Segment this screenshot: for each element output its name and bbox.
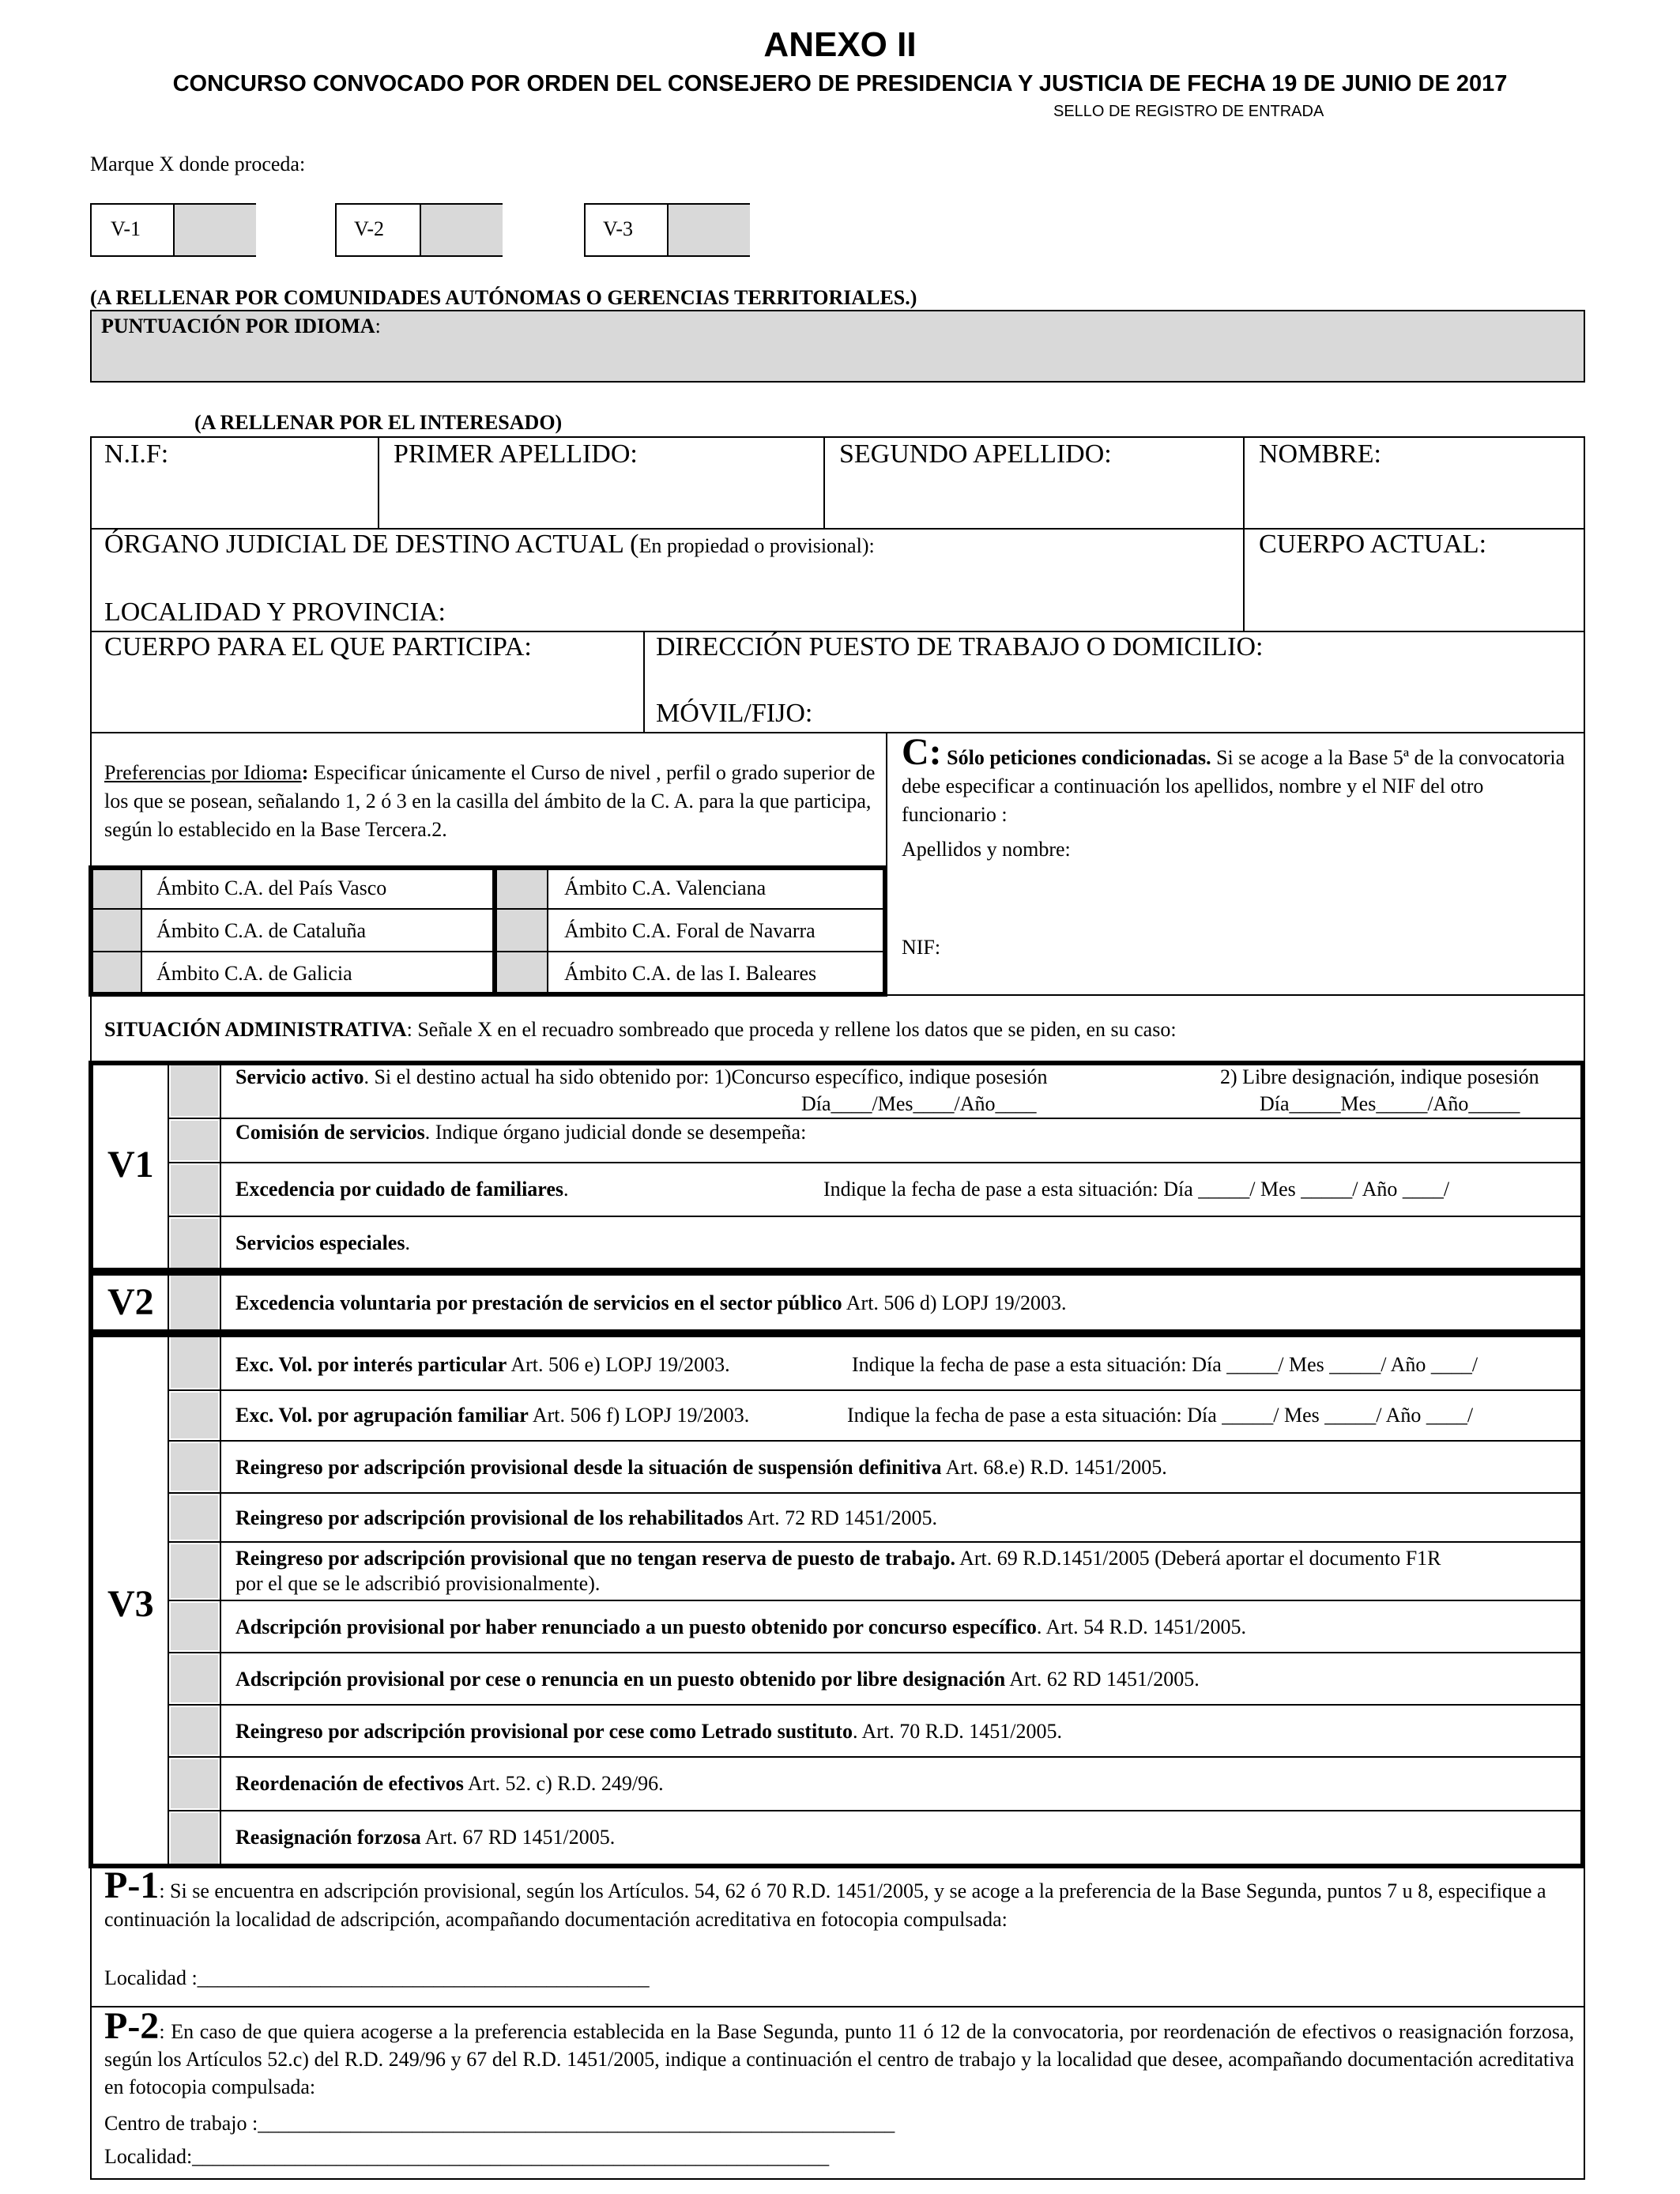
cuerpo-participa-label: CUERPO PARA EL QUE PARTICIPA:	[104, 632, 532, 662]
nombre-input[interactable]	[1259, 482, 1578, 523]
excedencia-familiares-checkbox[interactable]	[171, 1165, 218, 1214]
page-title: ANEXO II	[763, 25, 917, 64]
v1-label: V1	[107, 1144, 154, 1186]
organo-label: ÓRGANO JUDICIAL DE DESTINO ACTUAL (	[104, 530, 639, 559]
p1-localidad: Localidad :____________________________________________	[104, 1966, 650, 1989]
option-v3-checkbox[interactable]	[667, 205, 750, 255]
situacion-text	[104, 1018, 1177, 1042]
p1-letter: P-1	[104, 1864, 160, 1906]
option-v1-checkbox[interactable]	[173, 205, 256, 255]
condicionadas-letter: C:	[902, 731, 942, 773]
v2-checkbox[interactable]	[171, 1276, 218, 1329]
v3-row-6-checkbox[interactable]	[171, 1603, 218, 1650]
divider	[90, 908, 886, 910]
divider	[643, 631, 645, 733]
v3-row-9-checkbox[interactable]	[171, 1759, 218, 1808]
ambito-baleares-label: Ámbito C.A. de las I. Baleares	[564, 962, 817, 985]
v3-row-8-text	[235, 1720, 1062, 1744]
condicionadas-bold: Sólo peticiones condicionadas.	[941, 746, 1211, 769]
interesado-heading: (A RELLENAR POR EL INTERESADO)	[194, 411, 563, 434]
v2-bold: Excedencia voluntaria por prestación de servicios en el sector público	[235, 1291, 842, 1314]
option-v1-label: V-1	[111, 217, 141, 240]
v3-row-1-checkbox[interactable]	[171, 1337, 218, 1388]
v3-row-2-checkbox[interactable]	[171, 1393, 218, 1438]
v3-row-7-bold: Adscripción provisional por cese o renuncia en un puesto obtenido por libre designación	[235, 1668, 1006, 1691]
v3-row-5-desc: Art. 69 R.D.1451/2005 (Deberá aportar el documento F1R por el que se le adscribió provisionalmente).	[235, 1547, 1441, 1595]
divider	[168, 1064, 169, 1271]
v2-desc: Art. 506 d) LOPJ 19/2003.	[842, 1291, 1067, 1314]
v3-row-2-text	[235, 1404, 749, 1427]
ambito-cataluna-checkbox[interactable]	[93, 910, 141, 951]
idioma-pref-text: Especificar únicamente el Curso de nivel , perfil o grado superior de los que se posean, señalando 1, 2 ó 3 en la casilla del ámbito de la C. A. para la que participa, según lo establecido en la Base Tercera.2.	[104, 761, 876, 841]
v3-row-7-checkbox[interactable]	[171, 1655, 218, 1702]
v3-row-7-desc: Art. 62 RD 1451/2005.	[1005, 1668, 1200, 1691]
idioma-pref-colon: :	[301, 761, 309, 784]
puntuacion-idioma-label: PUNTUACIÓN POR IDIOMA	[101, 315, 375, 337]
option-v2[interactable]	[335, 203, 503, 257]
primer-apellido-input[interactable]	[394, 482, 819, 523]
cuerpo-participa-input[interactable]	[104, 672, 637, 729]
ambito-pais-vasco-label: Ámbito C.A. del País Vasco	[156, 876, 387, 899]
condicionadas-apellidos-input[interactable]	[902, 869, 1576, 934]
p2-desc: : En caso de que quiera acogerse a la preferencia establecida en la Base Segunda, punto 11 ó 12 de la convocatoria, por reordenación de efectivos o reasignación forzosa, según los Artículos 52.c) del R.D. 249/96 y 67 del R.D. 1451/2005, indique a continuación el centro de trabajo y la localidad que desee, acompañando documentación acreditativa en fotocopia compulsada:	[104, 2020, 1574, 2098]
ambito-navarra-checkbox[interactable]	[497, 910, 547, 951]
p2-localidad: Localidad:______________________________________________________________	[104, 2145, 830, 2168]
divider	[168, 1541, 1584, 1543]
divider	[547, 868, 548, 994]
v3-row-8-desc: . Art. 70 R.D. 1451/2005.	[852, 1720, 1063, 1743]
divider	[168, 1652, 1584, 1653]
v3-row-4-bold: Reingreso por adscripción provisional de los rehabilitados	[235, 1506, 744, 1529]
option-v1[interactable]	[90, 203, 256, 257]
v2-text	[235, 1291, 1067, 1315]
especiales-label: Servicios especiales	[235, 1231, 405, 1254]
apellidos-nombre-label: Apellidos y nombre:	[902, 838, 1071, 861]
divider	[168, 1440, 1584, 1442]
direccion-label: DIRECCIÓN PUESTO DE TRABAJO O DOMICILIO:	[656, 632, 1264, 662]
v3-label: V3	[107, 1583, 154, 1625]
v3-row-10-text	[235, 1826, 615, 1849]
v3-row-9-desc: Art. 52. c) R.D. 249/96.	[463, 1772, 664, 1795]
cuerpo-actual-label: CUERPO ACTUAL:	[1259, 530, 1487, 559]
v3-row-4-text	[235, 1506, 937, 1530]
option-v3-label: V-3	[603, 217, 634, 240]
divider	[378, 436, 379, 528]
v3-row-5-checkbox[interactable]	[171, 1544, 218, 1598]
p2-centro: Centro de trabajo :______________________________________________________________	[104, 2112, 895, 2135]
divider	[168, 1389, 1584, 1391]
v3-row-2-fecha: Indique la fecha de pase a esta situación: Día _____/ Mes _____/ Año ____/	[847, 1404, 1474, 1427]
comision-servicios-checkbox[interactable]	[171, 1121, 218, 1160]
puntuacion-idioma-field[interactable]	[90, 310, 1585, 383]
v3-row-5-text	[235, 1546, 1468, 1596]
divider	[168, 1162, 1584, 1163]
divider	[90, 951, 886, 952]
situacion-title: SITUACIÓN ADMINISTRATIVA	[104, 1018, 407, 1041]
p2-centro-input[interactable]	[277, 2109, 1015, 2137]
localidad-provincia-label: LOCALIDAD Y PROVINCIA:	[104, 598, 446, 627]
organo-label-small: En propiedad o provisional):	[638, 534, 875, 557]
divider	[168, 1756, 1584, 1758]
condicionadas-nif-label: NIF:	[902, 936, 941, 959]
especiales-text	[235, 1231, 410, 1255]
ambito-galicia-checkbox[interactable]	[93, 952, 141, 992]
p1-localidad-input[interactable]	[212, 1963, 721, 1993]
cuerpo-actual-input[interactable]	[1259, 569, 1578, 626]
excedencia-label: Excedencia por cuidado de familiares	[235, 1178, 564, 1201]
v3-row-1-desc: Art. 506 e) LOPJ 19/2003.	[507, 1353, 730, 1376]
p2-text	[104, 2005, 1574, 2101]
option-v3[interactable]	[584, 203, 750, 257]
ambito-baleares-checkbox[interactable]	[497, 952, 547, 992]
condicionadas-nif-input[interactable]	[948, 936, 1568, 966]
divider	[1243, 436, 1245, 631]
excedencia-fecha: Indique la fecha de pase a esta situación: Día _____/ Mes _____/ Año ____/	[823, 1178, 1450, 1201]
organo-input[interactable]	[104, 566, 1230, 598]
v2-label: V2	[107, 1281, 154, 1323]
v3-row-9-bold: Reordenación de efectivos	[235, 1772, 464, 1795]
p1-desc: : Si se encuentra en adscripción provisional, según los Artículos. 54, 62 ó 70 R.D. 1451/2005, y se acoge a la preferencia de la Base Segunda, puntos 7 u 8, especifique a continuación la localidad de adscripción, acompañando documentación acreditativa en fotocopia compulsada:	[104, 1879, 1546, 1931]
comision-desc: . Indique órgano judicial donde se desempeña:	[424, 1121, 807, 1144]
primer-apellido-label: PRIMER APELLIDO:	[394, 439, 638, 469]
divider	[168, 1492, 1584, 1494]
servicios-especiales-checkbox[interactable]	[171, 1219, 218, 1268]
divider	[141, 868, 142, 994]
condicionadas-text	[902, 731, 1581, 829]
ccaa-heading: (A RELLENAR POR COMUNIDADES AUTÓNOMAS O GERENCIAS TERRITORIALES.)	[90, 286, 917, 309]
divider	[168, 1118, 1584, 1119]
servicio-activo-label: Servicio activo	[235, 1065, 364, 1088]
v3-row-10-desc: Art. 67 RD 1451/2005.	[420, 1826, 616, 1849]
excedencia-dot: .	[563, 1178, 569, 1201]
fecha-libre-designacion: Día_____Mes_____/Año_____	[1260, 1092, 1520, 1115]
option-v2-checkbox[interactable]	[420, 205, 503, 255]
movil-label: MÓVIL/FIJO:	[656, 699, 813, 728]
especiales-dot: .	[405, 1231, 410, 1254]
ambito-valenciana-checkbox[interactable]	[497, 870, 547, 908]
divider	[823, 436, 825, 528]
p2-letter: P-2	[104, 2005, 160, 2047]
ambito-valenciana-label: Ámbito C.A. Valenciana	[564, 876, 767, 899]
direccion-input[interactable]	[656, 669, 1576, 699]
situacion-desc: : Señale X en el recuadro sombreado que proceda y rellene los datos que se piden, en su caso:	[406, 1018, 1177, 1041]
comision-label: Comisión de servicios	[235, 1121, 425, 1144]
ambito-cataluna-label: Ámbito C.A. de Cataluña	[156, 919, 367, 942]
condicionadas-desc: Si se acoge a la Base 5ª de la convocatoria debe especificar a continuación los apellidos, nombre y el NIF del otro funcionario :	[902, 746, 1565, 826]
ambito-pais-vasco-checkbox[interactable]	[93, 870, 141, 908]
v3-row-7-text	[235, 1668, 1200, 1691]
v3-row-6-text	[235, 1615, 1246, 1639]
servicio-activo-opt2: 2) Libre designación, indique posesión	[1220, 1065, 1539, 1088]
segundo-apellido-label: SEGUNDO APELLIDO:	[839, 439, 1112, 469]
divider	[168, 1216, 1584, 1217]
fecha-concurso: Día____/Mes____/Año____	[801, 1092, 1037, 1115]
servicio-activo-text	[235, 1065, 1048, 1089]
v3-row-6-desc: . Art. 54 R.D. 1451/2005.	[1036, 1615, 1246, 1638]
divider	[220, 1064, 221, 1271]
marque-label: Marque X donde proceda:	[90, 153, 306, 175]
nombre-label: NOMBRE:	[1259, 439, 1381, 469]
divider	[220, 1276, 221, 1329]
page-subtitle: CONCURSO CONVOCADO POR ORDEN DEL CONSEJERO DE PRESIDENCIA Y JUSTICIA DE FECHA 19 DE JUNIO DE 2017	[172, 71, 1508, 96]
v3-row-1-text	[235, 1353, 730, 1377]
p1-text	[104, 1864, 1574, 1934]
divider	[168, 1276, 169, 1329]
ambito-navarra-label: Ámbito C.A. Foral de Navarra	[564, 919, 816, 942]
comision-text	[235, 1121, 806, 1144]
v3-row-10-checkbox[interactable]	[171, 1813, 218, 1864]
excedencia-text	[235, 1178, 569, 1201]
v3-row-3-text	[235, 1456, 1167, 1480]
divider	[168, 1810, 1584, 1811]
v3-row-1-bold: Exc. Vol. por interés particular	[235, 1353, 507, 1376]
divider	[168, 1704, 1584, 1706]
v3-row-2-bold: Exc. Vol. por agrupación familiar	[235, 1404, 529, 1427]
v3-row-5-bold: Reingreso por adscripción provisional que no tengan reserva de puesto de trabajo.	[235, 1547, 956, 1570]
idioma-preferencias-text	[104, 759, 879, 844]
v3-row-8-bold: Reingreso por adscripción provisional por cese como Letrado sustituto	[235, 1720, 853, 1743]
nif-input[interactable]	[104, 482, 373, 523]
divider	[168, 1600, 1584, 1601]
servicio-activo-checkbox[interactable]	[171, 1065, 218, 1116]
v3-row-1-fecha: Indique la fecha de pase a esta situación: Día _____/ Mes _____/ Año ____/	[852, 1353, 1478, 1376]
v3-row-4-checkbox[interactable]	[171, 1495, 218, 1540]
v3-row-3-bold: Reingreso por adscripción provisional desde la situación de suspensión definitiva	[235, 1456, 942, 1479]
v3-row-3-desc: Art. 68.e) R.D. 1451/2005.	[941, 1456, 1167, 1479]
v3-row-10-bold: Reasignación forzosa	[235, 1826, 421, 1849]
option-v2-label: V-2	[354, 217, 385, 240]
p2-localidad-input[interactable]	[205, 2142, 920, 2170]
segundo-apellido-input[interactable]	[839, 482, 1237, 523]
v3-row-2-desc: Art. 506 f) LOPJ 19/2003.	[528, 1404, 750, 1427]
v3-row-8-checkbox[interactable]	[171, 1707, 218, 1755]
v3-row-4-desc: Art. 72 RD 1451/2005.	[743, 1506, 937, 1529]
v3-row-3-checkbox[interactable]	[171, 1443, 218, 1491]
v3-row-9-text	[235, 1772, 664, 1796]
stamp-label: SELLO DE REGISTRO DE ENTRADA	[1053, 103, 1324, 120]
puntuacion-idioma-colon: :	[375, 315, 381, 337]
ambito-galicia-label: Ámbito C.A. de Galicia	[156, 962, 352, 985]
nif-label: N.I.F:	[104, 439, 169, 469]
v3-row-6-bold: Adscripción provisional por haber renunciado a un puesto obtenido por concurso específico	[235, 1615, 1037, 1638]
servicio-activo-desc: . Si el destino actual ha sido obtenido por: 1)Concurso específico, indique posesión	[363, 1065, 1048, 1088]
idioma-pref-title: Preferencias por Idioma	[104, 761, 302, 784]
